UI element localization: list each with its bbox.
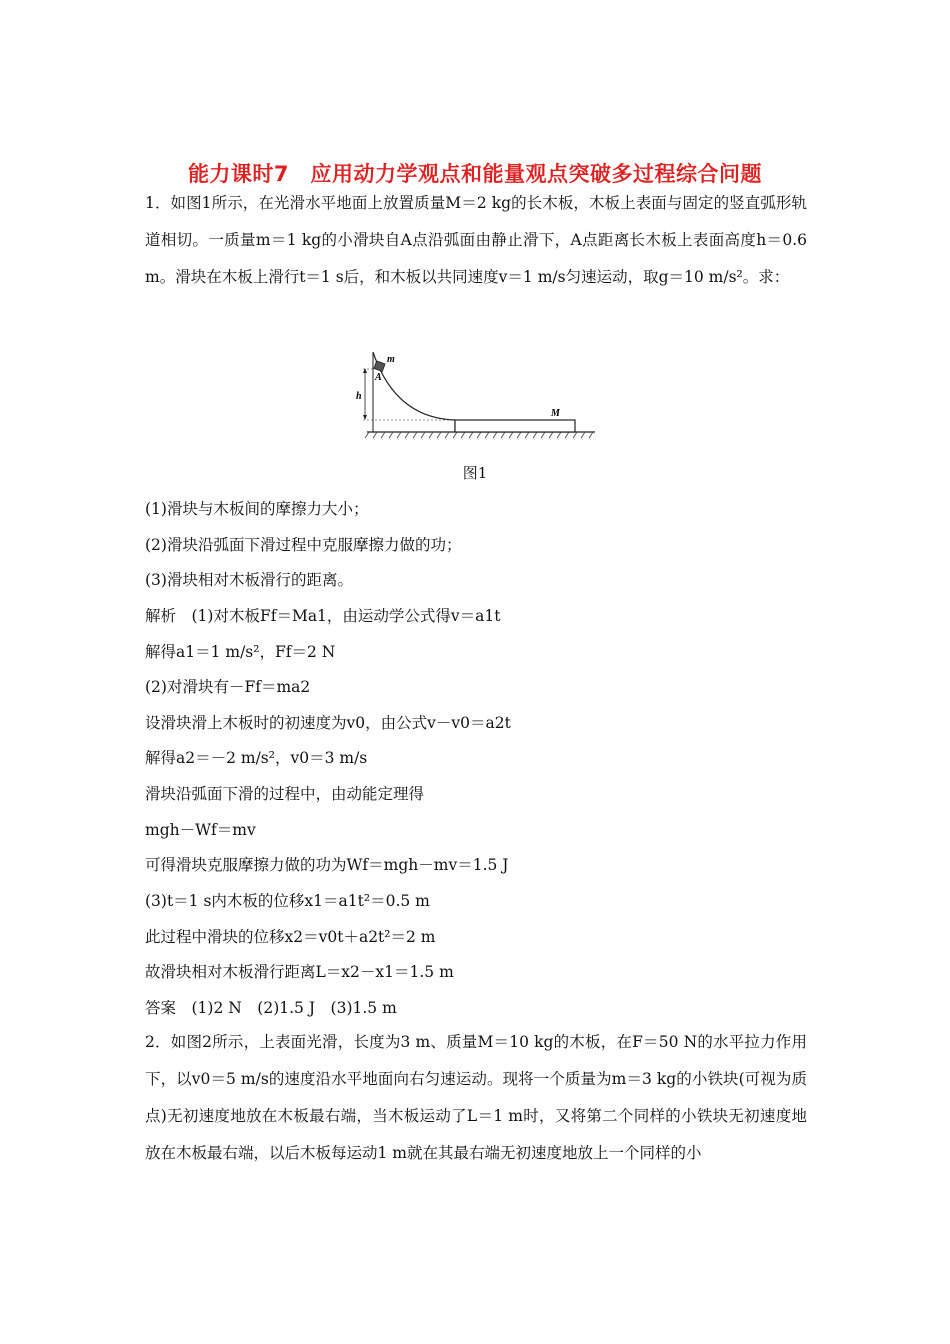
label-h: h	[356, 391, 362, 402]
solution-line: (3)t＝1 s内木板的位移x1＝a1t²＝0.5 m	[145, 892, 430, 910]
question-1-item-2: (2)滑块沿弧面下滑过程中克服摩擦力做的功；	[145, 536, 462, 554]
solution-line: 此过程中滑块的位移x2＝v0t＋a2t²＝2 m	[145, 928, 436, 946]
long-board	[455, 420, 575, 432]
answer-line: 答案 (1)2 N (2)1.5 J (3)1.5 m	[145, 999, 397, 1017]
solution-line: 设滑块滑上木板时的初速度为v0，由公式v－v0＝a2t	[145, 714, 511, 732]
slider-block	[374, 361, 385, 372]
solution-line: 解得a1＝1 m/s²，Ff＝2 N	[145, 643, 336, 661]
label-m: m	[387, 354, 395, 365]
question-1-stem: 1．如图1所示，在光滑水平地面上放置质量M＝2 kg的长木板，木板上表面与固定的竖直弧形轨道相切。一质量m＝1 kg的小滑块自A点沿弧面由静止滑下，A点距离长木板上表面高度h＝0.6 m。滑块在木板上滑行t＝1 s后，和木板以共同速度v＝1 m/s匀速运动，取g＝10 m/s²。求：	[145, 194, 807, 286]
arc-track	[373, 352, 455, 420]
page-title: 能力课时7 应用动力学观点和能量观点突破多过程综合问题	[187, 162, 763, 186]
figure-1-diagram	[355, 350, 600, 440]
question-1-item-1: (1)滑块与木板间的摩擦力大小；	[145, 500, 369, 518]
solution-line: (2)对滑块有－Ff＝ma2	[145, 678, 311, 696]
label-A: A	[375, 372, 382, 383]
solution-line: 解得a2＝－2 m/s²，v0＝3 m/s	[145, 749, 368, 767]
solution-line: 可得滑块克服摩擦力做的功为Wf＝mgh－mv＝1.5 J	[145, 856, 509, 874]
solution-line: 解析 (1)对木板Ff＝Ma1，由运动学公式得v＝a1t	[145, 607, 501, 625]
label-M: M	[551, 408, 560, 419]
solution-line: 滑块沿弧面下滑的过程中，由动能定理得	[145, 785, 425, 803]
solution-line: mgh－Wf＝mv	[145, 821, 256, 839]
solution-line: 故滑块相对木板滑行距离L＝x2－x1＝1.5 m	[145, 963, 454, 981]
figure-1-caption: 图1	[462, 464, 488, 482]
question-2-stem: 2．如图2所示，上表面光滑，长度为3 m、质量M＝10 kg的木板，在F＝50 N的水平拉力作用下，以v0＝5 m/s的速度沿水平地面向右匀速运动。现将一个质量为m＝3 kg的小铁块(可视为质点)无初速度地放在木板最右端，当木板运动了L＝1 m时，又将第二个同样的小铁块无初速度地放在木板最右端，以后木板每运动1 m就在其最右端无初速度地放上一个同样的小	[145, 1033, 807, 1162]
ground-hatch	[365, 432, 593, 438]
height-arrow-head-bottom	[363, 415, 367, 420]
question-1-item-3: (3)滑块相对木板滑行的距离。	[145, 571, 353, 589]
